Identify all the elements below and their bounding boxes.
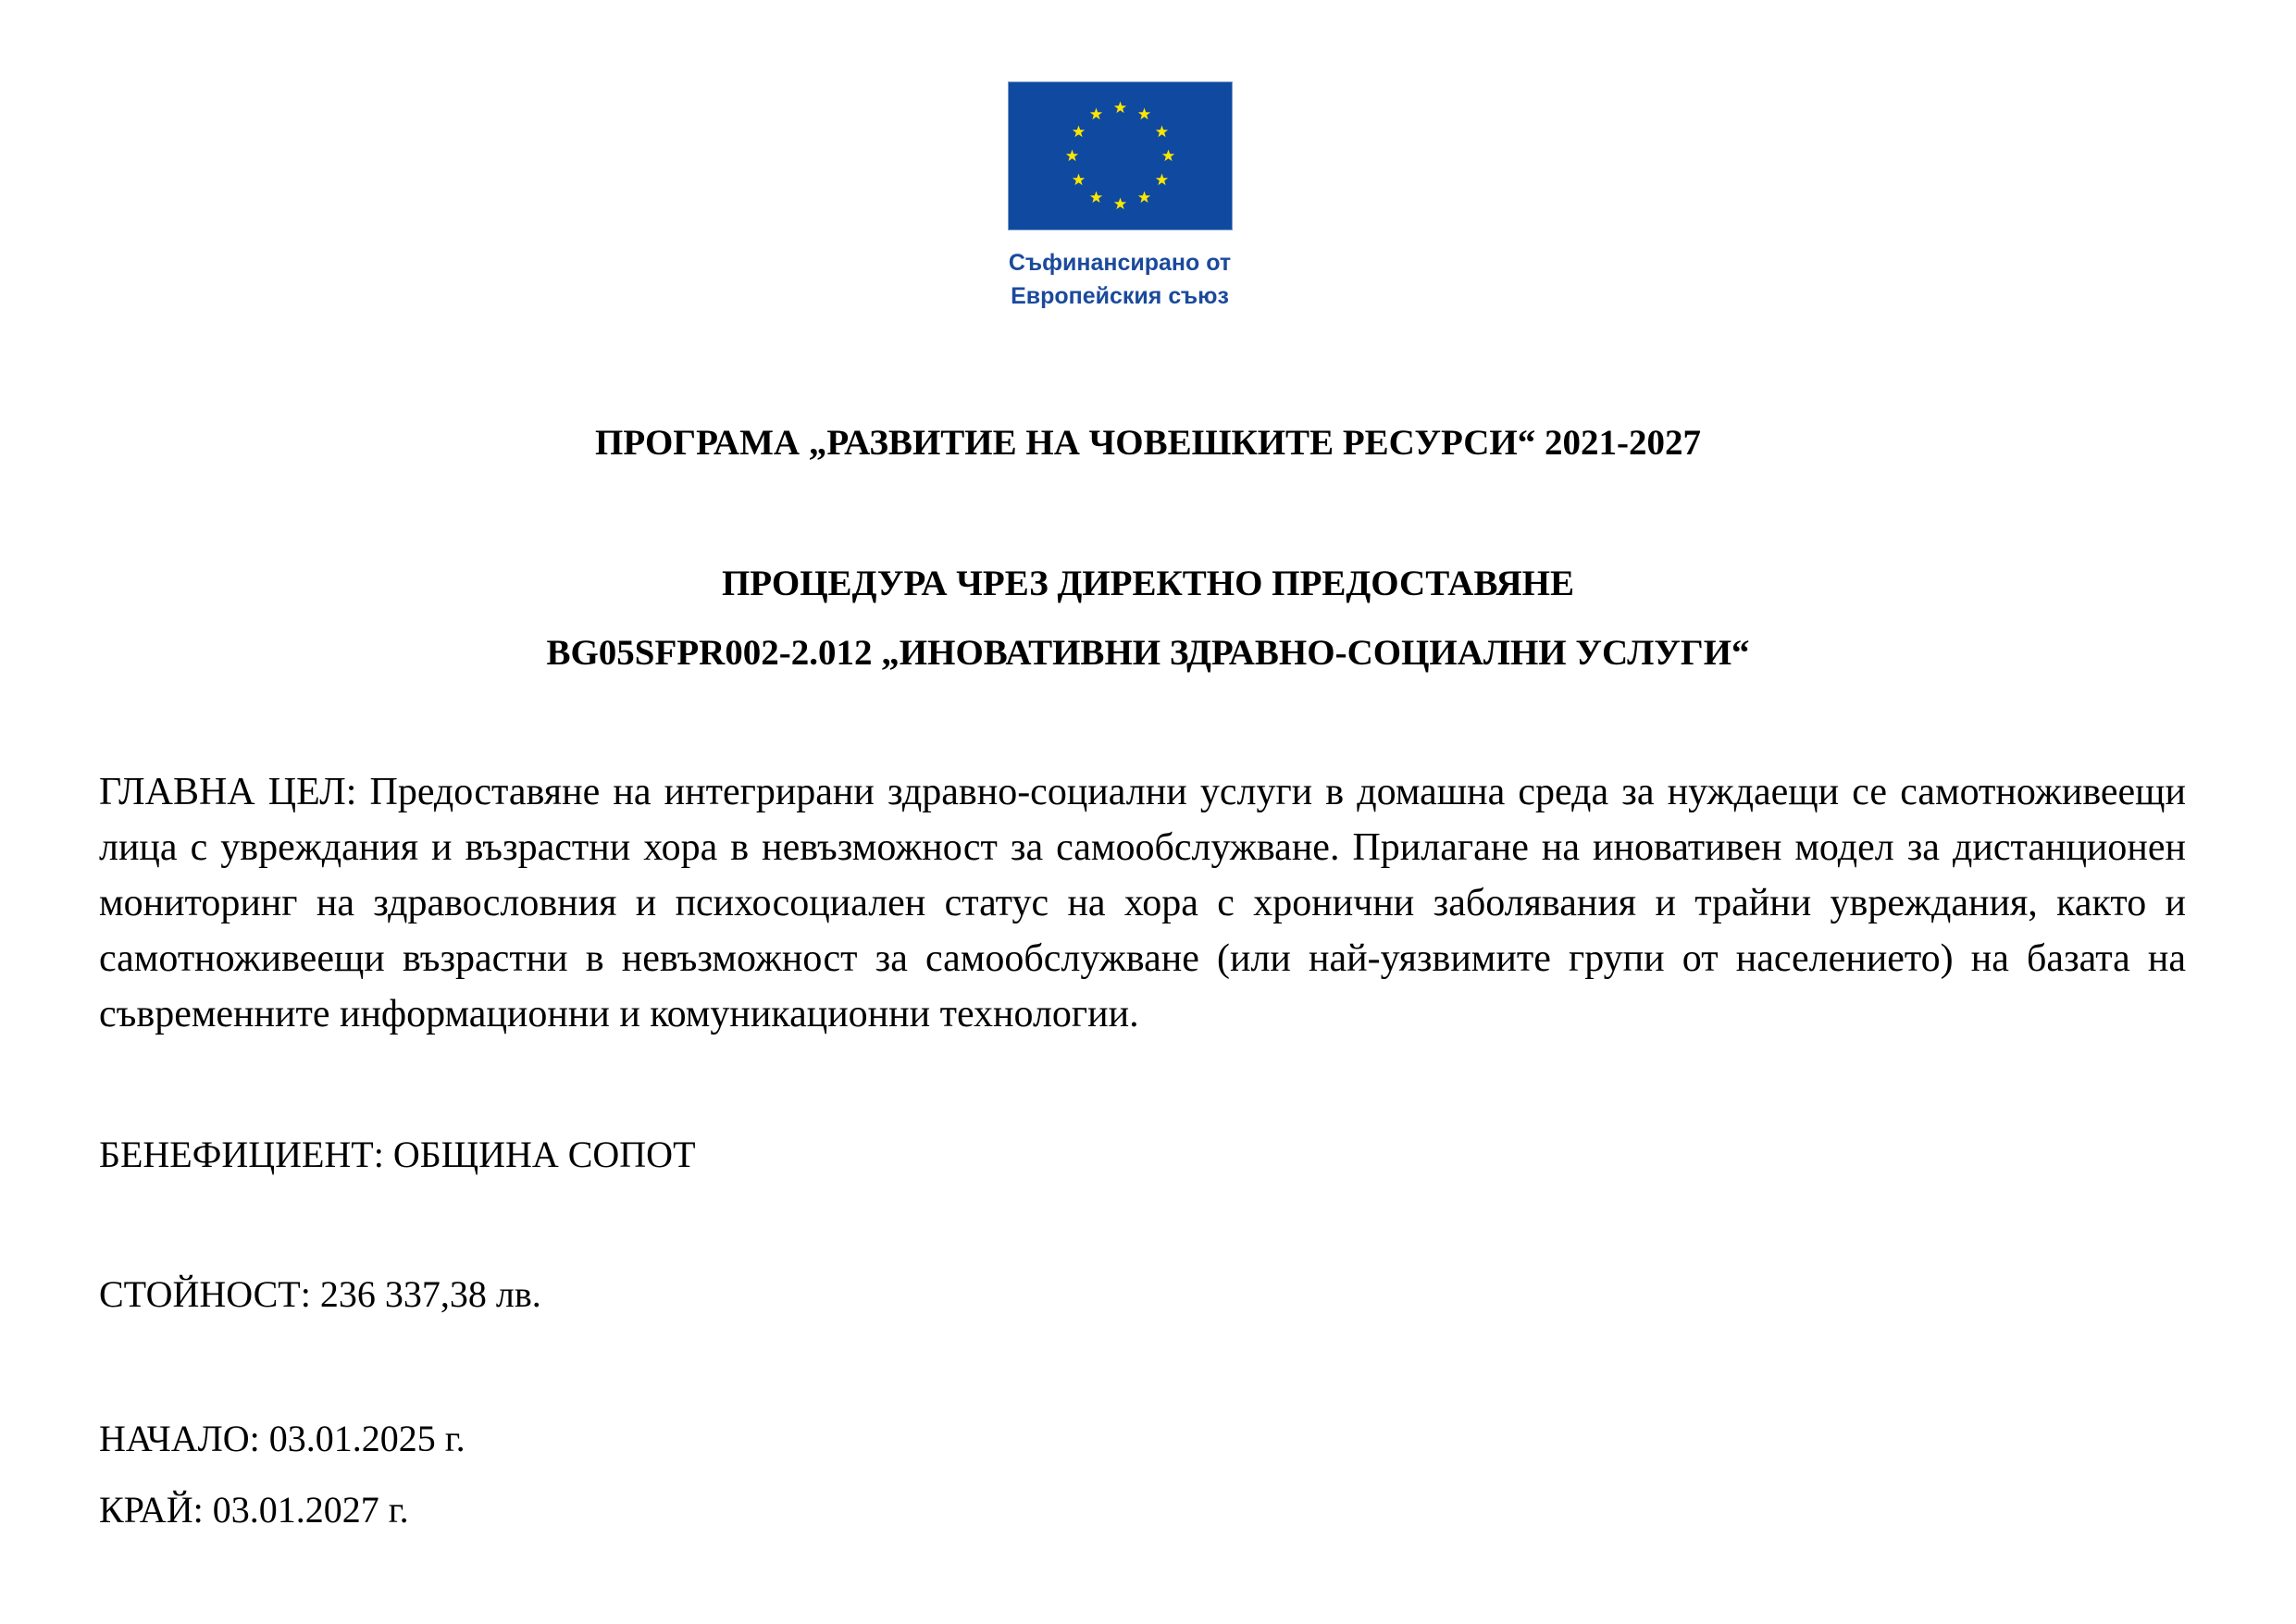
eu-flag-icon (1009, 82, 1232, 229)
beneficiary-field (99, 1133, 696, 1177)
main-goal-paragraph (99, 764, 2186, 1042)
procedure-title: ПРОЦЕДУРА ЧРЕЗ ДИРЕКТНО ПРЕДОСТАВЯНЕ (721, 564, 1575, 603)
value-amount: 236 337,38 лв. (319, 1273, 541, 1315)
main-goal-label: ГЛАВНА ЦЕЛ: (99, 771, 357, 813)
program-title: ПРОГРАМА „РАЗВИТИЕ НА ЧОВЕШКИТЕ РЕСУРСИ“ 2021-2027 (595, 423, 1701, 463)
start-date-label: НАЧАЛО: (99, 1418, 260, 1459)
start-date-field (99, 1417, 465, 1461)
start-date-value: 03.01.2025 г. (268, 1418, 465, 1459)
beneficiary-label: БЕНЕФИЦИЕНТ: (99, 1134, 384, 1175)
value-label: СТОЙНОСТ: (99, 1273, 311, 1315)
end-date-field (99, 1488, 409, 1532)
caption-line-1: Съфинансирано от (1008, 250, 1232, 276)
cofunded-caption (981, 246, 1259, 313)
end-date-value: 03.01.2027 г. (212, 1489, 409, 1531)
eu-stars-circle-icon (1009, 82, 1232, 229)
beneficiary-value: ОБЩИНА СОПОТ (392, 1134, 696, 1175)
end-date-label: КРАЙ: (99, 1489, 204, 1531)
eu-cofunded-logo (981, 65, 1268, 324)
main-goal-text: Предоставяне на интегрирани здравно-социални услуги в домашна среда за нуждаещи се самотноживеещи лица с увреждания и възрастни хора в невъзможност за самообслужване. Прилагане на иновативен модел за дистанционен мониторинг на здравословния и психосоциален статус на хора с хронични заболявания и трайни увреждания, както и самотноживеещи възрастни в невъзможност за самообслужване (или най-уязвимите групи от населението) на базата на съвременните информационни и комуникационни технологии. (99, 771, 2187, 1035)
value-field (99, 1272, 541, 1317)
caption-line-2: Европейския съюз (1011, 283, 1229, 309)
procedure-code-title: BG05SFPR002-2.012 „ИНОВАТИВНИ ЗДРАВНО-СОЦИАЛНИ УСЛУГИ“ (546, 633, 1750, 673)
